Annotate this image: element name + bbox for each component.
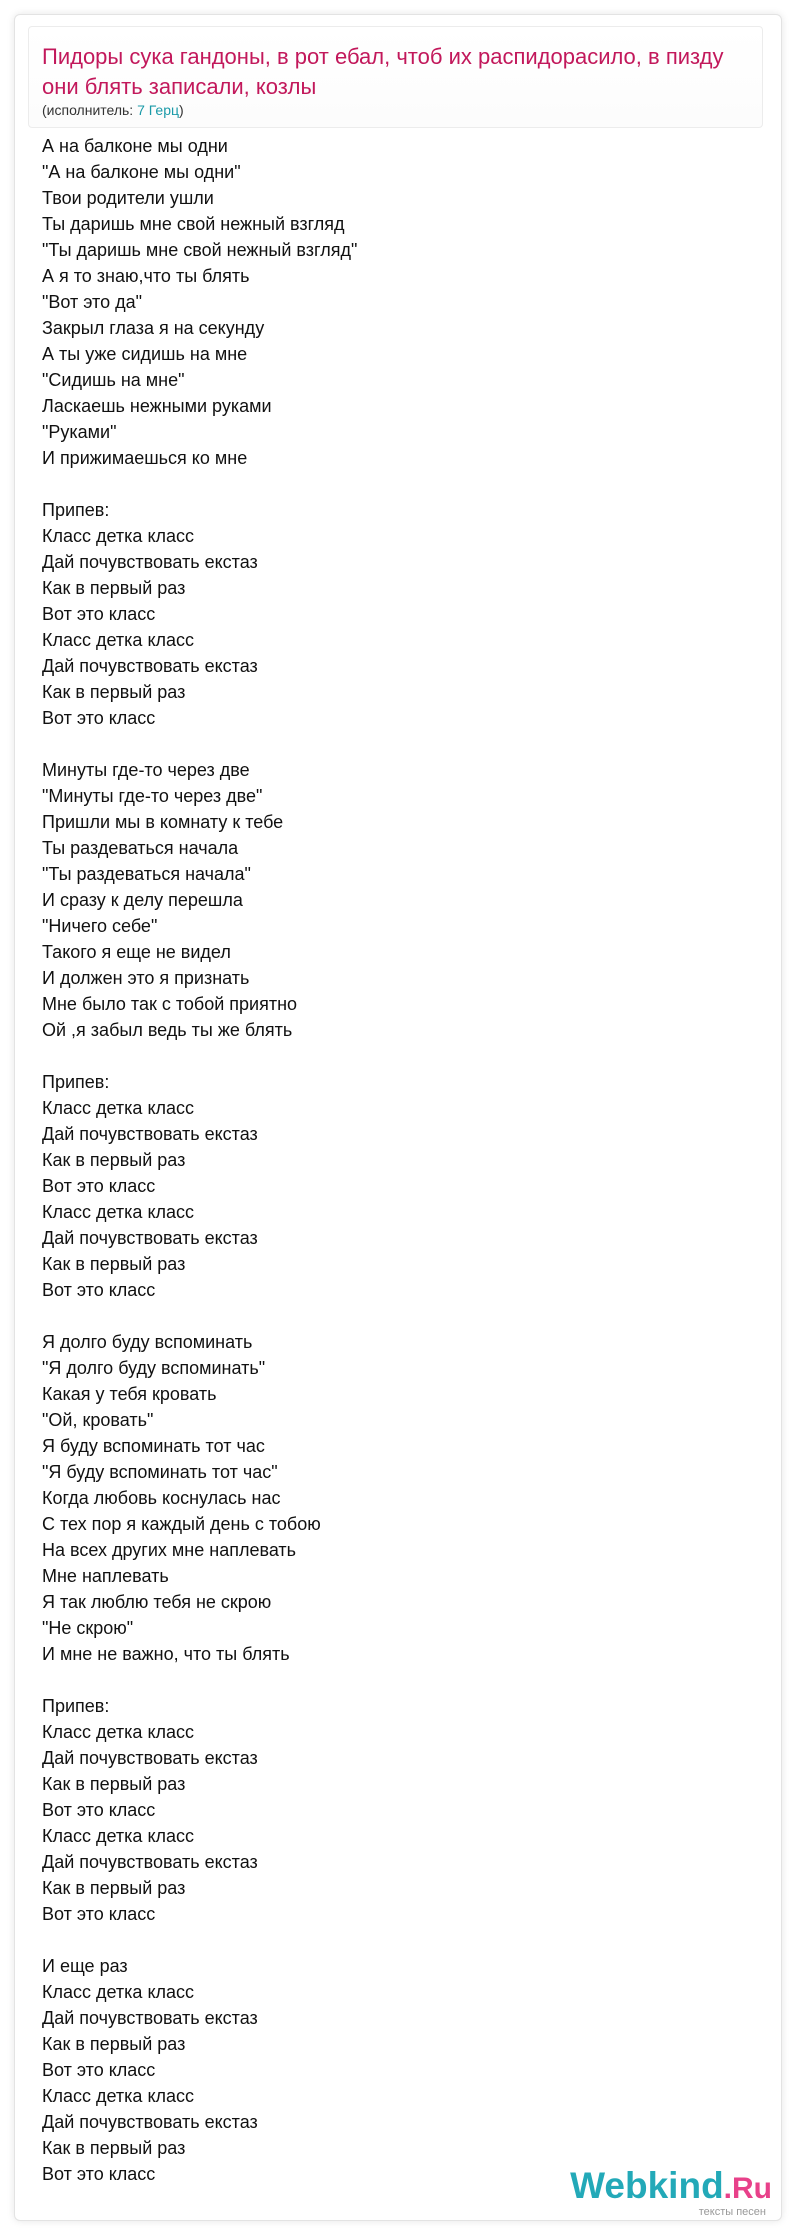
lyric-line: На всех других мне наплевать bbox=[42, 1540, 297, 1560]
lyric-line: Класс детка класс bbox=[42, 1098, 195, 1118]
logo-tld: .Ru bbox=[723, 2172, 772, 2205]
stanza-break bbox=[42, 1303, 742, 1329]
performer-info bbox=[42, 101, 184, 119]
lyric-line: А я то знаю,что ты блять bbox=[42, 266, 250, 286]
lyric-line: Дай почувствовать екстаз bbox=[42, 1852, 258, 1872]
lyric-line: Дай почувствовать екстаз bbox=[42, 2008, 258, 2028]
lyric-line: Припев: bbox=[42, 1696, 110, 1716]
lyric-line: Как в первый раз bbox=[42, 578, 186, 598]
lyric-line: И еще раз bbox=[42, 1956, 128, 1976]
lyric-line: Дай почувствовать екстаз bbox=[42, 1228, 258, 1248]
lyric-line: Как в первый раз bbox=[42, 1254, 186, 1274]
lyric-line: Вот это класс bbox=[42, 604, 156, 624]
lyric-line: Ты даришь мне свой нежный взгляд bbox=[42, 214, 345, 234]
lyric-line: Как в первый раз bbox=[42, 2138, 186, 2158]
lyric-line: Как в первый раз bbox=[42, 1150, 186, 1170]
lyric-line: "Ой, кровать" bbox=[42, 1410, 154, 1430]
lyric-line: "А на балконе мы одни" bbox=[42, 162, 241, 182]
lyric-line: Дай почувствовать екстаз bbox=[42, 1124, 258, 1144]
lyric-line: Припев: bbox=[42, 1072, 110, 1092]
lyric-line: "Не скрою" bbox=[42, 1618, 134, 1638]
performer-link[interactable]: 7 Герц bbox=[137, 102, 180, 118]
site-logo[interactable] bbox=[570, 2166, 772, 2218]
lyric-line: "Ничего себе" bbox=[42, 916, 158, 936]
lyric-line: Такого я еще не видел bbox=[42, 942, 231, 962]
lyric-line: И должен это я признать bbox=[42, 968, 250, 988]
lyric-line: "Вот это да" bbox=[42, 292, 143, 312]
lyric-line: Дай почувствовать екстаз bbox=[42, 552, 258, 572]
lyric-line: Дай почувствовать екстаз bbox=[42, 2112, 258, 2132]
lyric-line: "Руками" bbox=[42, 422, 117, 442]
logo-wordmark bbox=[570, 2166, 772, 2209]
lyric-line: А ты уже сидишь на мне bbox=[42, 344, 248, 364]
lyric-line: Дай почувствовать екстаз bbox=[42, 1748, 258, 1768]
logo-name: Webkind bbox=[570, 2165, 724, 2206]
song-title: Пидоры сука гандоны, в рот ебал, чтоб их распидорасило, в пизду они блять записали, козлы bbox=[42, 44, 724, 99]
lyric-line: "Я буду вспоминать тот час" bbox=[42, 1462, 278, 1482]
lyric-line: Мне наплевать bbox=[42, 1566, 169, 1586]
lyric-line: Ой ,я забыл ведь ты же блять bbox=[42, 1020, 293, 1040]
logo-tagline: тексты песен bbox=[698, 2206, 766, 2218]
lyric-line: Класс детка класс bbox=[42, 1982, 195, 2002]
lyric-line: Вот это класс bbox=[42, 1800, 156, 1820]
lyric-line: "Ты раздеваться начала" bbox=[42, 864, 251, 884]
lyric-line: Вот это класс bbox=[42, 708, 156, 728]
lyric-line: "Сидишь на мне" bbox=[42, 370, 185, 390]
lyric-line: Вот это класс bbox=[42, 2164, 156, 2184]
lyric-line: Класс детка класс bbox=[42, 630, 195, 650]
lyric-line: Я буду вспоминать тот час bbox=[42, 1436, 265, 1456]
lyric-line: Я долго буду вспоминать bbox=[42, 1332, 253, 1352]
lyric-line: С тех пор я каждый день с тобою bbox=[42, 1514, 321, 1534]
stanza-break bbox=[42, 1927, 742, 1953]
lyric-line: Класс детка класс bbox=[42, 1826, 195, 1846]
lyric-line: "Я долго буду вспоминать" bbox=[42, 1358, 266, 1378]
lyrics-body bbox=[42, 133, 742, 2187]
stanza-break bbox=[42, 1667, 742, 1693]
lyric-line: "Минуты где-то через две" bbox=[42, 786, 263, 806]
performer-prefix: (исполнитель: bbox=[42, 102, 138, 118]
lyric-line: Ласкаешь нежными руками bbox=[42, 396, 272, 416]
lyric-line: Пришли мы в комнату к тебе bbox=[42, 812, 284, 832]
lyric-line: Класс детка класс bbox=[42, 526, 195, 546]
lyric-line: Вот это класс bbox=[42, 1280, 156, 1300]
lyric-line: А на балконе мы одни bbox=[42, 136, 228, 156]
lyric-line: И мне не важно, что ты блять bbox=[42, 1644, 290, 1664]
stanza-break bbox=[42, 471, 742, 497]
lyric-line: Как в первый раз bbox=[42, 1878, 186, 1898]
lyric-line: Мне было так с тобой приятно bbox=[42, 994, 298, 1014]
lyric-line: Закрыл глаза я на секунду bbox=[42, 318, 265, 338]
performer-suffix: ) bbox=[179, 102, 184, 118]
lyric-line: Припев: bbox=[42, 500, 110, 520]
lyric-line: Я так люблю тебя не скрою bbox=[42, 1592, 272, 1612]
lyric-line: Какая у тебя кровать bbox=[42, 1384, 217, 1404]
lyric-line: Как в первый раз bbox=[42, 1774, 186, 1794]
lyric-line: Класс детка класс bbox=[42, 2086, 195, 2106]
lyric-line: Класс детка класс bbox=[42, 1202, 195, 1222]
stanza-break bbox=[42, 731, 742, 757]
lyric-line: Вот это класс bbox=[42, 1904, 156, 1924]
lyric-line: Твои родители ушли bbox=[42, 188, 214, 208]
lyric-line: Минуты где-то через две bbox=[42, 760, 250, 780]
stanza-break bbox=[42, 1043, 742, 1069]
lyric-line: Когда любовь коснулась нас bbox=[42, 1488, 281, 1508]
lyric-line: Дай почувствовать екстаз bbox=[42, 656, 258, 676]
lyric-line: Как в первый раз bbox=[42, 2034, 186, 2054]
lyric-line: Как в первый раз bbox=[42, 682, 186, 702]
lyric-line: И сразу к делу перешла bbox=[42, 890, 243, 910]
lyric-line: "Ты даришь мне свой нежный взгляд" bbox=[42, 240, 358, 260]
lyric-line: Ты раздеваться начала bbox=[42, 838, 239, 858]
lyric-line: Вот это класс bbox=[42, 1176, 156, 1196]
lyric-line: И прижимаешься ко мне bbox=[42, 448, 248, 468]
lyric-line: Вот это класс bbox=[42, 2060, 156, 2080]
lyric-line: Класс детка класс bbox=[42, 1722, 195, 1742]
